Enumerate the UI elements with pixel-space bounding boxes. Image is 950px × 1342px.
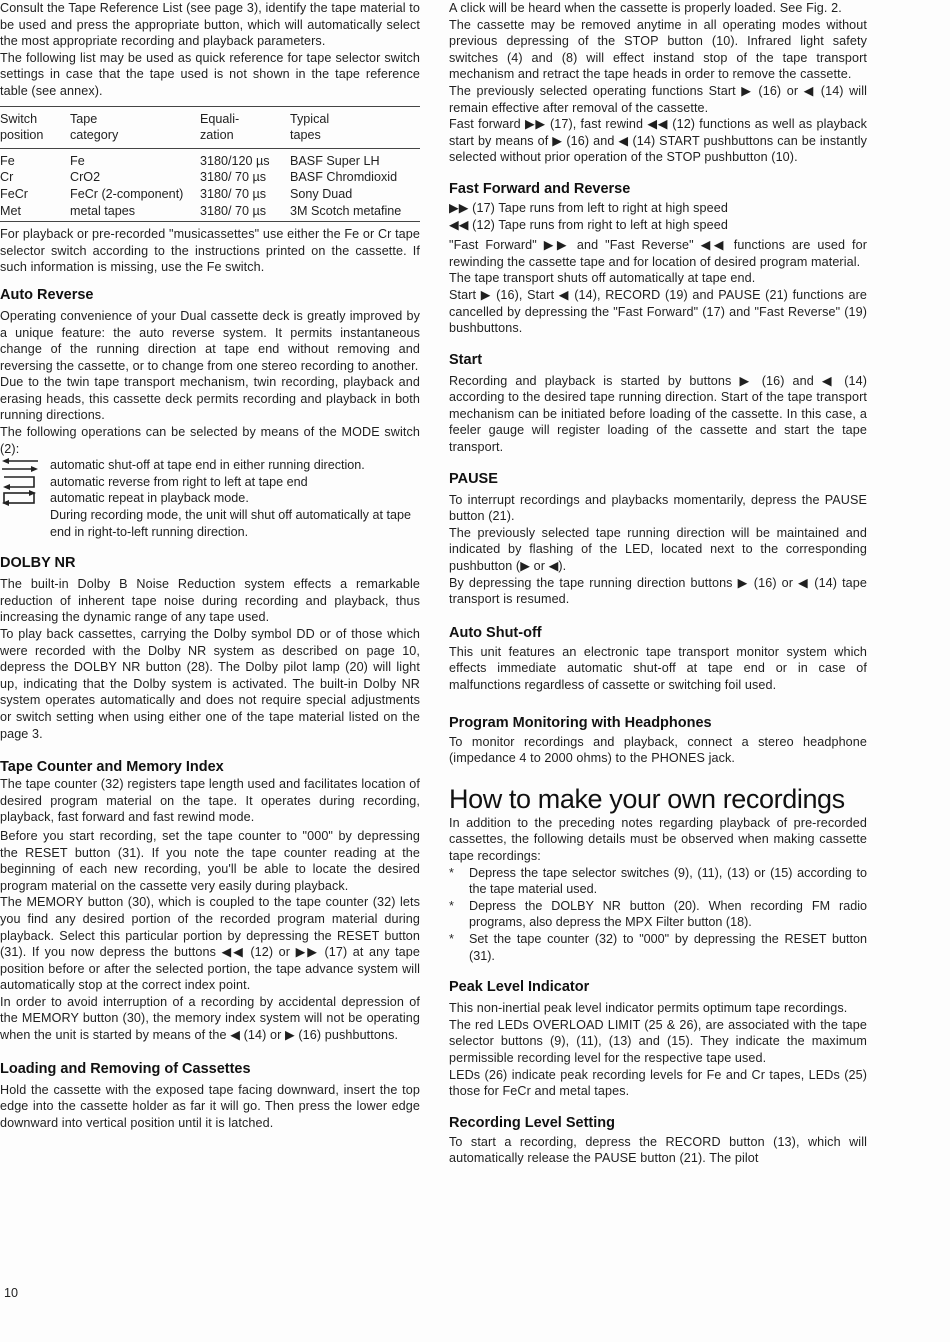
table-cell: BASF Super LH [290,153,380,168]
table-cell: 3180/ 70 µs [200,170,267,185]
intro-paragraph-2: The following list may be used as quick reference for tape selector switch settings in case that the tape used is not shown in the tape reference table (see annex). [0,50,420,98]
bullet-marker: * [449,931,454,946]
table-header-cell: Tape category [70,111,119,143]
table-header-cell: Equali- zation [200,111,240,143]
mode-item-repeat [0,490,420,507]
right-column [449,0,867,1167]
auto-reverse-heading: Auto Reverse [0,286,94,303]
fast-reverse-line: ◀◀ (12) Tape runs from right to left at high speed [449,217,728,232]
table-cell: BASF Chromdioxid [290,170,398,185]
mode-description: automatic reverse from right to left at tape end [50,474,308,489]
auto-reverse-paragraph: Operating convenience of your Dual cassette deck is greatly improved by a unique feature: the auto reverse system. It permits instantaneous change of the running direction at tape end without removing and reversing the cassette, or to change from one stereo recording to another. [0,308,420,373]
list-item-text: Set the tape counter (32) to "000" by depressing the RESET button (31). [469,931,867,963]
recordings-intro: In addition to the preceding notes regarding playback of pre-recorded cassettes, the following details must be observed when making cassette tape recordings: [449,815,867,863]
peak-level-paragraph: The red LEDs OVERLOAD LIMIT (25 & 26), are associated with the tape selector buttons (9), (11), (13) and (15). They indicate the maximum permissible recording level for the respective tape used. [449,1017,867,1065]
mode-note [0,507,420,540]
mode-item-reverse [0,474,420,491]
monitoring-paragraph: To monitor recordings and playback, connect a stereo headphone (impedance 4 to 2000 ohms) to the PHONES jack. [449,734,867,766]
page-number: 10 [4,1286,19,1300]
table-header-row [0,111,420,144]
table-cell: 3180/120 µs [200,153,270,168]
tape-reference-table [0,111,420,223]
table-cell: CrO2 [70,170,101,185]
bullet-marker: * [449,898,454,913]
table-row [0,169,420,186]
loading-heading: Loading and Removing of Cassettes [0,1060,251,1077]
fast-forward-heading: Fast Forward and Reverse [449,180,631,197]
tape-counter-paragraph: In order to avoid interruption of a recording by accidental depression of the MEMORY button (30), the memory index system will not be operating when the unit is started by means of the ◀ (14) or ▶ (16) pushbuttons. [0,994,420,1043]
left-column [0,0,420,1131]
tape-counter-heading: Tape Counter and Memory Index [0,759,224,776]
fast-forward-paragraph: Start ▶ (16), Start ◀ (14), RECORD (19) and PAUSE (21) functions are cancelled by depressing the "Fast Forward" (17) and "Fast Reverse" (19) bushbuttons. [449,287,867,336]
list-item [449,898,867,931]
intro-paragraph-1: Consult the Tape Reference List (see page 3), identify the tape material to be used and press the appropriate button, which will automatically select the most appropriate recording and playback parameters. [0,1,420,49]
bullet-marker: * [449,865,454,880]
list-item-text: Depress the tape selector switches (9), (11), (13) or (15) according to the tape material used. [469,865,867,897]
peak-level-heading: Peak Level Indicator [449,979,590,996]
pause-paragraph: The previously selected tape running direction will be maintained and indicated by flashing of the LED, located next to the corresponding pushbutton (▶ or ◀). [449,525,867,574]
table-row [0,186,420,203]
start-heading: Start [449,351,483,368]
table-cell: FeCr [0,186,28,201]
mode-description: automatic shut-off at tape end in either running direction. [50,458,365,473]
recording-level-heading: Recording Level Setting [449,1114,615,1131]
mode-item-shutoff [0,457,420,474]
both-directions-arrow-icon [0,457,50,473]
table-row [0,203,420,220]
dolby-heading: DOLBY NR [0,555,76,572]
start-paragraph: Recording and playback is started by buttons ▶ (16) and ◀ (14) according to the desired tape running direction. Start of the tape transport mechanism can be initiated before loading of the cassette. In this case, a feeler gauge will register loading of the cassette and start the tape transport. [449,373,867,455]
list-item-text: Depress the DOLBY NR button (20). When recording FM radio programs, also depress the MPX Filter button (18). [469,898,867,930]
table-cell: metal tapes [70,203,136,218]
table-cell: 3180/ 70 µs [200,203,267,218]
table-cell: Fe [70,153,85,168]
loading-continued-paragraph: The previously selected operating functions Start ▶ (16) or ◀ (14) will remain effective after removal of the cassette. [449,83,867,115]
tape-counter-paragraph: The MEMORY button (30), which is coupled to the tape counter (32) lets you find any desired portion of the recorded program material during playback. Select this particular portion by depressing the RESET button (31). If you now depress the buttons ◀◀ (12) or ▶▶ (17) at any tape position before or after the selected portion, the tape advance system will automatically stop at the correct index point. [0,895,420,993]
table-cell: Cr [0,170,14,185]
mode-note-text: During recording mode, the unit will shut off automatically at tape end in right-to-left running direction. [50,508,411,539]
auto-shutoff-paragraph: This unit features an electronic tape transport monitor system which effects immediate automatic shut-off at tape end or in case of malfunctions regardless of cassette or switching foil used. [449,644,867,692]
pause-paragraph: To interrupt recordings and playbacks momentarily, depress the PAUSE button (21). [449,492,867,524]
table-header-cell: Typical tapes [290,111,330,143]
auto-reverse-paragraph: Due to the twin tape transport mechanism, twin recording, playback and erasing heads, this cassette deck permits recording and playback in both running directions. [0,375,420,423]
table-cell: Fe [0,153,15,168]
mode-description: automatic repeat in playback mode. [50,491,249,506]
monitoring-heading: Program Monitoring with Headphones [449,714,712,731]
table-cell: Sony Duad [290,186,353,201]
repeat-loop-icon [0,490,50,506]
table-cell: Met [0,203,21,218]
auto-shutoff-heading: Auto Shut-off [449,624,542,641]
loading-continued-paragraph: Fast forward ▶▶ (17), fast rewind ◀◀ (12) functions as well as playback start by means of ▶ (16) and ◀ (14) START pushbuttons can be instantly selected without prior operation of the STOP pushbutton (10). [449,117,867,165]
peak-level-paragraph: This non-inertial peak level indicator permits optimum tape recordings. [449,1001,848,1016]
tape-counter-paragraph: Before you start recording, set the tape counter to "000" by depressing the RESET button (31). If you note the tape counter reading at the beginning of each new recording, you'll be able to locate the desired program material on the cassette very easily during playback. [0,828,420,893]
pause-paragraph: By depressing the tape running direction buttons ▶ (16) or ◀ (14) tape transport is resumed. [449,575,867,607]
fast-forward-paragraph: "Fast Forward" ▶▶ and "Fast Reverse" ◀◀ functions are used for rewinding the cassette tape and for location of desired program material. [449,238,867,269]
pause-heading: PAUSE [449,470,498,487]
tape-counter-paragraph: The tape counter (32) registers tape length used and facilitates location of desired program material on the tape. It operates during recording, playback, fast forward and fast rewind mode. [0,777,420,825]
table-cell: FeCr (2-component) [70,186,184,201]
after-table-paragraph: For playback or pre-recorded "musicassettes" use either the Fe or Cr tape selector switch according to the instructions printed on the cassette. If such information is missing, use the Fe switch. [0,227,420,275]
dolby-paragraph: To play back cassettes, carrying the Dolby symbol DD or of those which were recorded with the Dolby NR system as described on page 10, depress the DOLBY NR button (28). The Dolby pilot lamp (20) will light up, indicating that the Dolby system is activated. The built-in Dolby NR system operates automatically and does not require special adjustments or switch setting when using either one of the tape material listed on the page 3. [0,627,420,741]
reverse-arrow-icon [0,474,50,490]
auto-reverse-paragraph: The following operations can be selected by means of the MODE switch (2): [0,425,420,456]
table-header-cell: Switch position [0,111,44,143]
list-item [449,865,867,898]
loading-paragraph: Hold the cassette with the exposed tape facing downward, insert the top edge into the cassette holder as far it will go. Then press the lower edge downward into vertical position until it is latched. [0,1082,420,1130]
fast-forward-line: ▶▶ (17) Tape runs from left to right at high speed [449,200,728,215]
recordings-title: How to make your own recordings [449,783,845,814]
table-row [0,153,420,170]
table-cell: 3180/ 70 µs [200,186,267,201]
recording-level-paragraph: To start a recording, depress the RECORD button (13), which will automatically release the PAUSE button (21). The pilot [449,1134,867,1166]
loading-continued-paragraph: The cassette may be removed anytime in all operating modes without previous depressing of the STOP button (10). Infrared light safety switches (4) and (8) will effect instand stop of the tape transport mechanism and retract the tape heads in order to remove the cassette. [449,17,867,82]
peak-level-paragraph: LEDs (26) indicate peak recording levels for Fe and Cr tapes, LEDs (25) those for FeCr and metal tapes. [449,1067,867,1099]
dolby-paragraph: The built-in Dolby B Noise Reduction system effects a remarkable reduction of inherent tape noise during recording and playback, thus increasing the dynamic range of any tape used. [0,577,420,625]
loading-continued-paragraph: A click will be heard when the cassette is properly loaded. See Fig. 2. [449,1,842,15]
list-item [449,931,867,964]
fast-forward-paragraph: The tape transport shuts off automatically at tape end. [449,271,756,286]
table-cell: 3M Scotch metafine [290,203,402,218]
